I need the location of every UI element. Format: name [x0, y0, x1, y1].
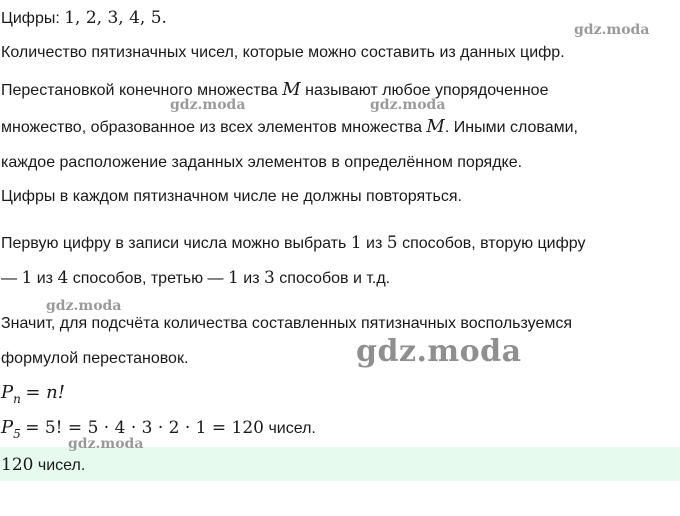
watermark: gdz.moda: [574, 22, 650, 38]
formula-unit: чисел.: [268, 420, 316, 437]
answer-highlight: [0, 447, 680, 481]
dash: —: [1, 270, 17, 287]
answer: [1, 455, 85, 476]
formula-symbol: P: [1, 417, 14, 438]
number: 1: [228, 268, 239, 288]
watermark: gdz.moda: [46, 298, 122, 314]
definition-line-1: [1, 80, 548, 101]
formula-expression: = 5! = 5 · 4 · 3 · 2 · 1 = 120: [25, 418, 264, 438]
digits-label: Цифры:: [1, 10, 60, 27]
watermark-large: gdz.moda: [356, 334, 522, 369]
choice-text: способов, вторую цифру: [402, 235, 586, 252]
number: 1: [21, 268, 33, 288]
conclusion-line-2: формулой перестановок.: [1, 350, 189, 367]
set-symbol: M: [426, 116, 445, 137]
formula-permutations: [1, 383, 65, 404]
task-statement: Количество пятизначных чисел, которые можно составить из данных цифр.: [1, 44, 565, 61]
digits-line: [1, 8, 167, 29]
choice-text: из: [243, 270, 260, 287]
definition-text: называют любое упорядоченное: [305, 82, 549, 99]
definition-text: Перестановкой конечного множества: [1, 82, 278, 99]
answer-value: 120: [1, 455, 34, 475]
choice-text: из: [36, 270, 54, 287]
formula-subscript: 5: [13, 427, 21, 441]
definition-line-3: каждое расположение заданных элементов в определённом порядке.: [1, 154, 523, 171]
number: 3: [264, 268, 275, 288]
formula-subscript: n: [13, 392, 21, 406]
choice-text: Первую цифру в записи числа можно выбрать: [1, 235, 347, 252]
watermark: gdz.moda: [170, 97, 246, 113]
number: 5: [386, 233, 398, 253]
digits-values: 1, 2, 3, 4, 5.: [64, 8, 167, 28]
set-symbol: M: [282, 79, 301, 100]
choice-line-2: [1, 268, 390, 289]
formula-rhs: = n!: [25, 382, 65, 403]
definition-line-2: [1, 117, 578, 138]
definition-text: . Иными словами,: [444, 119, 578, 136]
watermark: gdz.moda: [68, 436, 144, 452]
no-repeat-note: Цифры в каждом пятизначном числе не должны повторяться.: [1, 188, 462, 205]
watermark: gdz.moda: [370, 97, 446, 113]
answer-unit: чисел.: [37, 457, 86, 474]
choice-text: способов, третью —: [72, 270, 224, 287]
choice-line-1: [1, 233, 586, 254]
definition-text: множество, образованное из всех элементов множества: [1, 119, 422, 136]
conclusion-line-1: Значит, для подсчёта количества составленных пятизначных воспользуемся: [1, 315, 573, 332]
formula-symbol: P: [1, 382, 14, 403]
choice-text: из: [366, 235, 383, 252]
number: 4: [57, 268, 69, 288]
number: 1: [350, 233, 362, 253]
formula-calculation: [1, 418, 316, 439]
choice-text: способов и т.д.: [279, 270, 391, 287]
